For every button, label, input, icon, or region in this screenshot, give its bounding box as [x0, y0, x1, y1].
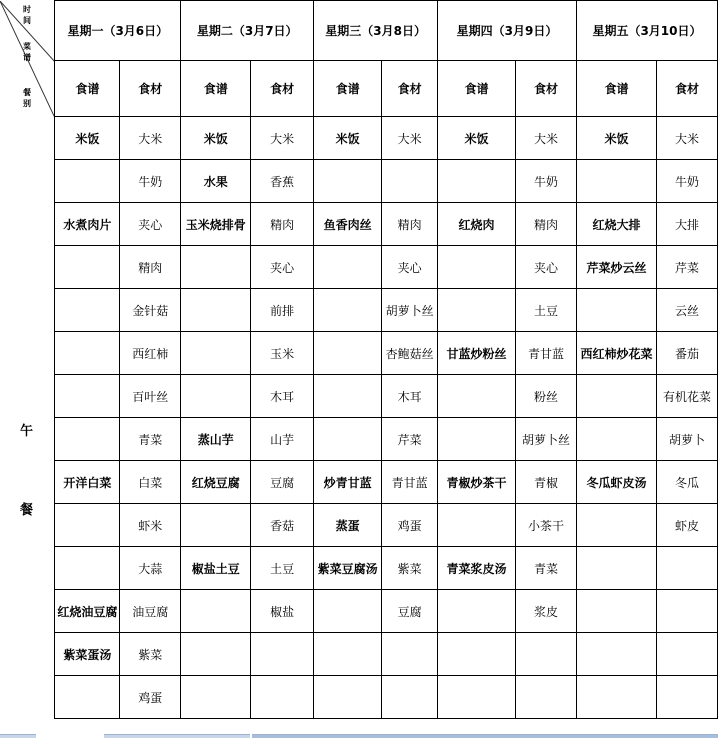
recipe-cell-mon	[55, 547, 120, 590]
recipe-cell-tue	[181, 375, 251, 418]
ingredient-cell-wed: 胡萝卜丝	[382, 289, 438, 332]
ingredient-cell-fri: 云丝	[656, 289, 717, 332]
menu-row	[0, 504, 718, 547]
menu-row	[0, 332, 718, 375]
ingredient-header: 食材	[120, 61, 181, 117]
recipe-cell-wed	[314, 676, 382, 719]
recipe-cell-mon	[55, 246, 120, 289]
ingredient-cell-tue: 香菇	[251, 504, 314, 547]
recipe-cell-thu	[438, 676, 516, 719]
sheet-tab[interactable]	[0, 734, 36, 738]
ingredient-cell-mon: 夹心	[120, 203, 181, 246]
menu-row	[0, 203, 718, 246]
ingredient-cell-fri: 有机花菜	[656, 375, 717, 418]
recipe-cell-thu	[438, 375, 516, 418]
corner-header-cell	[0, 1, 55, 117]
ingredient-cell-wed	[382, 160, 438, 203]
ingredient-cell-wed: 鸡蛋	[382, 504, 438, 547]
recipe-cell-wed	[314, 289, 382, 332]
ingredient-cell-thu: 胡萝卜丝	[516, 418, 577, 461]
corner-recipe-label: 菜 谱	[23, 41, 31, 62]
recipe-cell-fri	[576, 590, 656, 633]
ingredient-cell-thu: 青菜	[516, 547, 577, 590]
ingredient-cell-thu: 浆皮	[516, 590, 577, 633]
recipe-cell-thu	[438, 633, 516, 676]
recipe-header: 食谱	[55, 61, 120, 117]
ingredient-cell-thu	[516, 633, 577, 676]
ingredient-cell-tue: 木耳	[251, 375, 314, 418]
ingredient-cell-fri: 番茄	[656, 332, 717, 375]
recipe-cell-wed: 米饭	[314, 117, 382, 160]
menu-row	[0, 676, 718, 719]
ingredient-cell-tue: 土豆	[251, 547, 314, 590]
corner-meal-label: 餐 别	[23, 87, 31, 108]
ingredient-cell-tue: 精肉	[251, 203, 314, 246]
recipe-cell-wed	[314, 375, 382, 418]
menu-row	[0, 547, 718, 590]
day-header-wed: 星期三（3月8日）	[314, 1, 438, 61]
ingredient-cell-tue	[251, 633, 314, 676]
recipe-cell-mon: 米饭	[55, 117, 120, 160]
ingredient-cell-tue: 香蕉	[251, 160, 314, 203]
ingredient-cell-tue	[251, 676, 314, 719]
ingredient-cell-fri: 芹菜	[656, 246, 717, 289]
recipe-cell-mon	[55, 504, 120, 547]
day-header-thu: 星期四（3月9日）	[438, 1, 577, 61]
recipe-cell-tue: 蒸山芋	[181, 418, 251, 461]
corner-time-label: 时 间	[23, 4, 31, 25]
ingredient-cell-fri: 胡萝卜	[656, 418, 717, 461]
recipe-cell-thu	[438, 504, 516, 547]
ingredient-cell-fri	[656, 633, 717, 676]
ingredient-cell-tue: 玉米	[251, 332, 314, 375]
recipe-cell-wed	[314, 332, 382, 375]
ingredient-cell-wed: 芹菜	[382, 418, 438, 461]
recipe-cell-thu: 红烧肉	[438, 203, 516, 246]
ingredient-cell-fri	[656, 676, 717, 719]
day-header-fri: 星期五（3月10日）	[576, 1, 717, 61]
ingredient-cell-tue: 夹心	[251, 246, 314, 289]
ingredient-cell-mon: 西红柿	[120, 332, 181, 375]
ingredient-cell-thu: 大米	[516, 117, 577, 160]
ingredient-cell-thu: 青椒	[516, 461, 577, 504]
recipe-cell-tue: 玉米烧排骨	[181, 203, 251, 246]
recipe-cell-tue	[181, 633, 251, 676]
ingredient-cell-thu: 土豆	[516, 289, 577, 332]
recipe-cell-thu: 青椒炒茶干	[438, 461, 516, 504]
menu-row	[0, 160, 718, 203]
recipe-cell-fri: 红烧大排	[576, 203, 656, 246]
meal-category-char: 午	[20, 424, 34, 439]
ingredient-cell-thu: 青甘蓝	[516, 332, 577, 375]
ingredient-header: 食材	[516, 61, 577, 117]
ingredient-cell-mon: 金针菇	[120, 289, 181, 332]
sheet-tab[interactable]	[220, 734, 250, 738]
recipe-cell-tue	[181, 246, 251, 289]
recipe-cell-fri	[576, 633, 656, 676]
ingredient-cell-mon: 大米	[120, 117, 181, 160]
ingredient-header: 食材	[251, 61, 314, 117]
recipe-cell-mon	[55, 375, 120, 418]
recipe-cell-tue	[181, 676, 251, 719]
day-header-mon: 星期一（3月6日）	[55, 1, 181, 61]
ingredient-cell-thu: 牛奶	[516, 160, 577, 203]
day-header-tue: 星期二（3月7日）	[181, 1, 314, 61]
recipe-cell-thu: 甘蓝炒粉丝	[438, 332, 516, 375]
ingredient-cell-tue: 豆腐	[251, 461, 314, 504]
recipe-cell-fri	[576, 375, 656, 418]
ingredient-cell-fri: 牛奶	[656, 160, 717, 203]
ingredient-cell-wed: 杏鲍菇丝	[382, 332, 438, 375]
recipe-cell-tue	[181, 289, 251, 332]
recipe-cell-fri: 芹菜炒云丝	[576, 246, 656, 289]
recipe-cell-thu	[438, 590, 516, 633]
menu-row	[0, 418, 718, 461]
recipe-cell-wed: 鱼香肉丝	[314, 203, 382, 246]
meal-category-cell	[0, 117, 55, 719]
recipe-cell-wed	[314, 633, 382, 676]
ingredient-cell-mon: 油豆腐	[120, 590, 181, 633]
menu-row	[0, 461, 718, 504]
ingredient-cell-mon: 紫菜	[120, 633, 181, 676]
recipe-cell-mon	[55, 676, 120, 719]
recipe-header: 食谱	[576, 61, 656, 117]
ingredient-cell-thu: 精肉	[516, 203, 577, 246]
recipe-cell-mon: 开洋白菜	[55, 461, 120, 504]
recipe-cell-fri	[576, 289, 656, 332]
menu-row	[0, 289, 718, 332]
recipe-cell-thu: 米饭	[438, 117, 516, 160]
ingredient-cell-fri: 虾皮	[656, 504, 717, 547]
menu-row	[0, 246, 718, 289]
ingredient-cell-fri	[656, 547, 717, 590]
ingredient-cell-wed	[382, 676, 438, 719]
recipe-header: 食谱	[181, 61, 251, 117]
recipe-cell-fri	[576, 418, 656, 461]
recipe-cell-fri	[576, 160, 656, 203]
ingredient-cell-mon: 虾米	[120, 504, 181, 547]
recipe-cell-mon	[55, 289, 120, 332]
recipe-cell-tue: 水果	[181, 160, 251, 203]
recipe-cell-tue: 米饭	[181, 117, 251, 160]
menu-row	[0, 633, 718, 676]
recipe-cell-mon: 红烧油豆腐	[55, 590, 120, 633]
ingredient-cell-wed: 青甘蓝	[382, 461, 438, 504]
ingredient-cell-wed: 大米	[382, 117, 438, 160]
ingredient-cell-tue: 椒盐	[251, 590, 314, 633]
menu-row	[0, 117, 718, 160]
recipe-cell-thu	[438, 289, 516, 332]
recipe-cell-fri	[576, 547, 656, 590]
menu-row	[0, 375, 718, 418]
ingredient-cell-thu: 夹心	[516, 246, 577, 289]
recipe-cell-mon	[55, 160, 120, 203]
recipe-header: 食谱	[314, 61, 382, 117]
meal-category-char: 餐	[20, 503, 34, 518]
sheet-tab[interactable]	[162, 734, 220, 738]
recipe-cell-fri	[576, 676, 656, 719]
ingredient-cell-mon: 白菜	[120, 461, 181, 504]
recipe-cell-fri: 西红柿炒花菜	[576, 332, 656, 375]
sheet-tab-strip	[0, 734, 718, 738]
recipe-cell-mon	[55, 332, 120, 375]
ingredient-header: 食材	[382, 61, 438, 117]
ingredient-header: 食材	[656, 61, 717, 117]
ingredient-cell-mon: 牛奶	[120, 160, 181, 203]
recipe-cell-wed	[314, 418, 382, 461]
ingredient-cell-mon: 青菜	[120, 418, 181, 461]
ingredient-cell-mon: 大蒜	[120, 547, 181, 590]
recipe-header: 食谱	[438, 61, 516, 117]
recipe-cell-wed: 炒青甘蓝	[314, 461, 382, 504]
meal-category-label	[20, 420, 33, 518]
ingredient-cell-wed	[382, 633, 438, 676]
ingredient-cell-thu	[516, 676, 577, 719]
recipe-cell-thu: 青菜浆皮汤	[438, 547, 516, 590]
recipe-cell-thu	[438, 160, 516, 203]
subheader-row	[0, 61, 718, 117]
ingredient-cell-wed: 紫菜	[382, 547, 438, 590]
ingredient-cell-wed: 夹心	[382, 246, 438, 289]
ingredient-cell-fri: 大米	[656, 117, 717, 160]
recipe-cell-tue	[181, 590, 251, 633]
recipe-cell-fri: 米饭	[576, 117, 656, 160]
horizontal-scrollbar[interactable]	[252, 734, 718, 738]
ingredient-cell-wed: 精肉	[382, 203, 438, 246]
recipe-cell-mon	[55, 418, 120, 461]
recipe-cell-wed	[314, 246, 382, 289]
recipe-cell-thu	[438, 418, 516, 461]
recipe-cell-fri: 冬瓜虾皮汤	[576, 461, 656, 504]
ingredient-cell-wed: 豆腐	[382, 590, 438, 633]
recipe-cell-thu	[438, 246, 516, 289]
recipe-cell-wed: 紫菜豆腐汤	[314, 547, 382, 590]
ingredient-cell-mon: 百叶丝	[120, 375, 181, 418]
ingredient-cell-tue: 山芋	[251, 418, 314, 461]
recipe-cell-wed	[314, 590, 382, 633]
ingredient-cell-tue: 大米	[251, 117, 314, 160]
ingredient-cell-thu: 小茶干	[516, 504, 577, 547]
day-header-row	[0, 1, 718, 61]
ingredient-cell-tue: 前排	[251, 289, 314, 332]
recipe-cell-mon: 水煮肉片	[55, 203, 120, 246]
sheet-tab[interactable]	[104, 734, 162, 738]
ingredient-cell-wed: 木耳	[382, 375, 438, 418]
recipe-cell-tue: 红烧豆腐	[181, 461, 251, 504]
menu-row	[0, 590, 718, 633]
recipe-cell-tue	[181, 332, 251, 375]
ingredient-cell-mon: 精肉	[120, 246, 181, 289]
ingredient-cell-fri: 大排	[656, 203, 717, 246]
ingredient-cell-mon: 鸡蛋	[120, 676, 181, 719]
recipe-cell-mon: 紫菜蛋汤	[55, 633, 120, 676]
ingredient-cell-thu: 粉丝	[516, 375, 577, 418]
recipe-cell-tue	[181, 504, 251, 547]
recipe-cell-wed: 蒸蛋	[314, 504, 382, 547]
recipe-cell-fri	[576, 504, 656, 547]
recipe-cell-tue: 椒盐土豆	[181, 547, 251, 590]
ingredient-cell-fri: 冬瓜	[656, 461, 717, 504]
ingredient-cell-fri	[656, 590, 717, 633]
recipe-cell-wed	[314, 160, 382, 203]
